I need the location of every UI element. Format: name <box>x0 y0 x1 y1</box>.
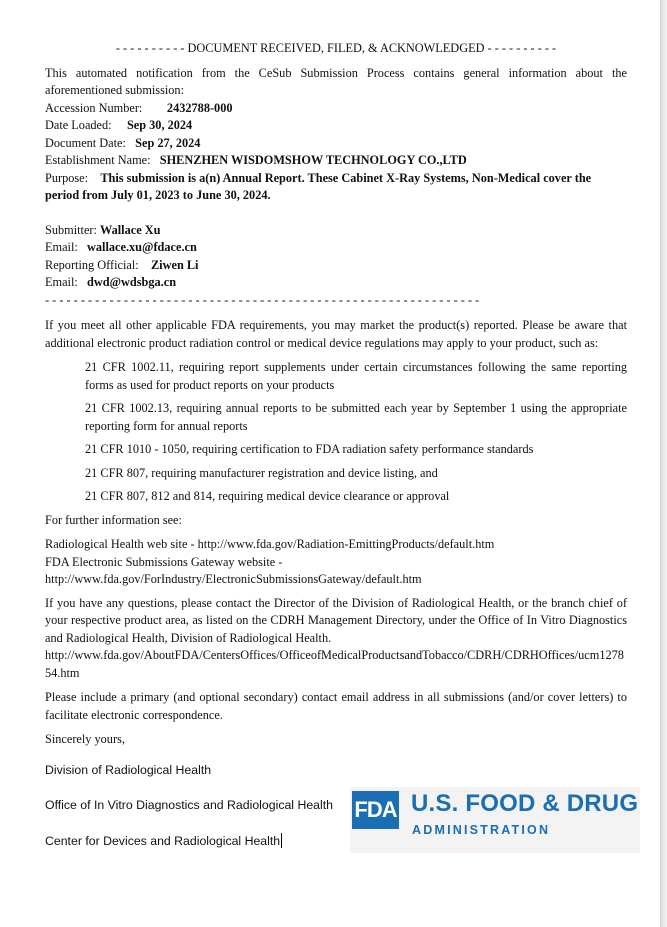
accession-label: Accession Number: <box>45 100 143 115</box>
submitter-email-value: wallace.xu@fdace.cn <box>87 240 197 254</box>
document-content <box>45 40 627 756</box>
document-date-row <box>45 135 627 153</box>
page-edge <box>661 0 667 927</box>
signature-office: Office of In Vitro Diagnostics and Radiological Health <box>45 798 333 812</box>
further-info-text: For further information see: <box>45 512 182 527</box>
radiological-health-link[interactable]: Radiological Health web site - http://www.fda.gov/Radiation-EmittingProducts/default.htm <box>45 537 495 551</box>
esg-link[interactable]: http://www.fda.gov/ForIndustry/ElectronicSubmissionsGateway/default.htm <box>45 572 422 586</box>
establishment-label: Establishment Name: <box>45 153 151 167</box>
cdrh-directory-link[interactable]: http://www.fda.gov/AboutFDA/CentersOffices/OfficeofMedicalProductsandTobacco/CDRH/CDRHOffices/ucm127854.htm <box>45 648 624 680</box>
accession-row <box>45 100 627 118</box>
list-item: 21 CFR 1002.13, requiring annual reports to be submitted each year by September 1 using the appropriate reporting form for annual reports <box>85 401 627 433</box>
signature-division: Division of Radiological Health <box>45 763 212 777</box>
reporting-official-value: Ziwen Li <box>150 257 199 272</box>
submitter-email-row <box>45 239 627 257</box>
official-email-row <box>45 274 627 292</box>
date-loaded-row <box>45 117 627 135</box>
esg-link-label: FDA Electronic Submissions Gateway website - <box>45 554 283 569</box>
submitter-label: Submitter: <box>45 222 97 237</box>
closing-text: Sincerely yours, <box>45 732 125 746</box>
fda-logo-line2: ADMINISTRATION <box>412 823 551 837</box>
purpose-row <box>45 170 627 205</box>
establishment-row <box>45 152 627 170</box>
document-date-value: Sep 27, 2024 <box>135 135 201 150</box>
email-note-text: Please include a primary (and optional secondary) contact email address in all submissions (and/or cover letters) to facilitate electronic correspondence. <box>45 690 627 722</box>
accession-value: 2432788-000 <box>166 100 233 115</box>
date-loaded-value: Sep 30, 2024 <box>126 118 193 132</box>
list-item: 21 CFR 807, requiring manufacturer registration and device listing, and <box>85 465 438 480</box>
list-item: 21 CFR 1002.11, requiring report supplements under certain circumstances following the same reporting forms as used for product reports on your products <box>85 360 627 392</box>
fda-logo-line1: U.S. FOOD & DRUG <box>411 790 639 817</box>
submitter-email-label: Email: <box>45 240 78 254</box>
document-date-label: Document Date: <box>45 135 126 150</box>
divider: - - - - - - - - - - - - - - - - - - - - - - - - - - - - - - - - - - - - - - - - - - - - - - - - - - - - - - - - - - - - - <box>45 292 480 307</box>
fda-logo <box>350 787 640 853</box>
page-title: - - - - - - - - - - DOCUMENT RECEIVED, FILED, & ACKNOWLEDGED - - - - - - - - - - <box>115 41 557 55</box>
intro-text: This automated notification from the CeSub Submission Process contains general information about the aforementioned submission: <box>45 65 627 97</box>
requirements-list <box>85 359 627 506</box>
signature-center-text: Center for Devices and Radiological Health <box>45 834 281 848</box>
fda-box-icon: FDA <box>352 791 399 829</box>
submitter-value: Wallace Xu <box>100 222 161 237</box>
date-loaded-label: Date Loaded: <box>45 118 112 132</box>
list-item: 21 CFR 1010 - 1050, requiring certification to FDA radiation safety performance standards <box>85 442 534 456</box>
official-email-value: dwd@wdsbga.cn <box>87 275 177 289</box>
links-block <box>45 536 627 589</box>
reporting-official-label: Reporting Official: <box>45 257 139 272</box>
list-item: 21 CFR 807, 812 and 814, requiring medical device clearance or approval <box>85 489 450 503</box>
signature-center <box>45 833 282 848</box>
establishment-value: SHENZHEN WISDOMSHOW TECHNOLOGY CO.,LTD <box>159 153 467 167</box>
text-cursor <box>281 833 282 848</box>
purpose-value: This submission is a(n) Annual Report. These Cabinet X-Ray Systems, Non-Medical cover the period from July 01, 2023 to June 30, 2024. <box>45 170 592 202</box>
reporting-official-row <box>45 257 627 275</box>
questions-text: If you have any questions, please contact the Director of the Division of Radiological Health, or the branch chief of your respective product area, as listed on the CDRH Management Directory, under the Office of In Vitro Diagnostics and Radiological Health, Division of Radiological Health. <box>45 595 627 645</box>
submitter-row <box>45 222 627 240</box>
requirements-intro: If you meet all other applicable FDA requirements, you may market the product(s) reported. Please be aware that additional electronic product radiation control or medical device regulations may apply to your product, such as: <box>45 318 627 350</box>
purpose-label: Purpose: <box>45 170 89 185</box>
official-email-label: Email: <box>45 275 78 289</box>
